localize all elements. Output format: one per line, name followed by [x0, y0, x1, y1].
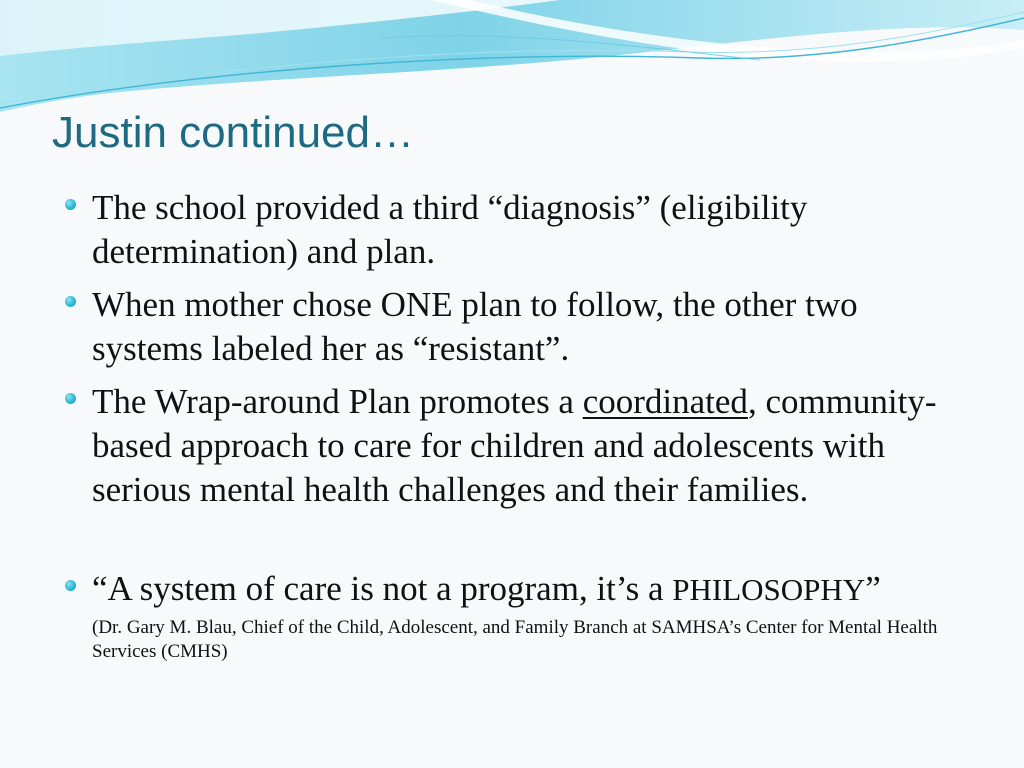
- quote-end: ”: [865, 569, 881, 608]
- slide-title: Justin continued…: [52, 108, 414, 157]
- bullet-item: [92, 186, 972, 274]
- bullet-dot-icon: [65, 393, 76, 404]
- bullet-item-quote: [92, 567, 972, 664]
- quote-start: “A system of care is not a program, it’s a: [92, 569, 673, 608]
- bullet-text: When mother chose ONE plan to follow, the other two systems labeled her as “resistant”.: [92, 285, 858, 368]
- quote-text: [92, 569, 881, 608]
- bullet-dot-icon: [65, 296, 76, 307]
- quote-attribution: (Dr. Gary M. Blau, Chief of the Child, Adolescent, and Family Branch at SAMHSA’s Center for Mental Health Services (CMHS): [92, 617, 938, 662]
- bullet-dot-icon: [65, 580, 76, 591]
- quote-emphasis: PHILOSOPHY: [672, 572, 866, 607]
- bullet-item: [92, 380, 972, 512]
- bullet-text: [92, 382, 937, 509]
- bullet-text-before: The Wrap-around Plan promotes a: [92, 382, 583, 421]
- bullet-item: [92, 283, 972, 371]
- bullet-dot-icon: [65, 199, 76, 210]
- underlined-word: coordinated: [582, 382, 748, 421]
- bullet-text-after: , community-based approach to care for children and adolescents with serious mental health challenges and their families.: [92, 382, 937, 509]
- bullet-text: The school provided a third “diagnosis” (eligibility determination) and plan.: [92, 188, 808, 271]
